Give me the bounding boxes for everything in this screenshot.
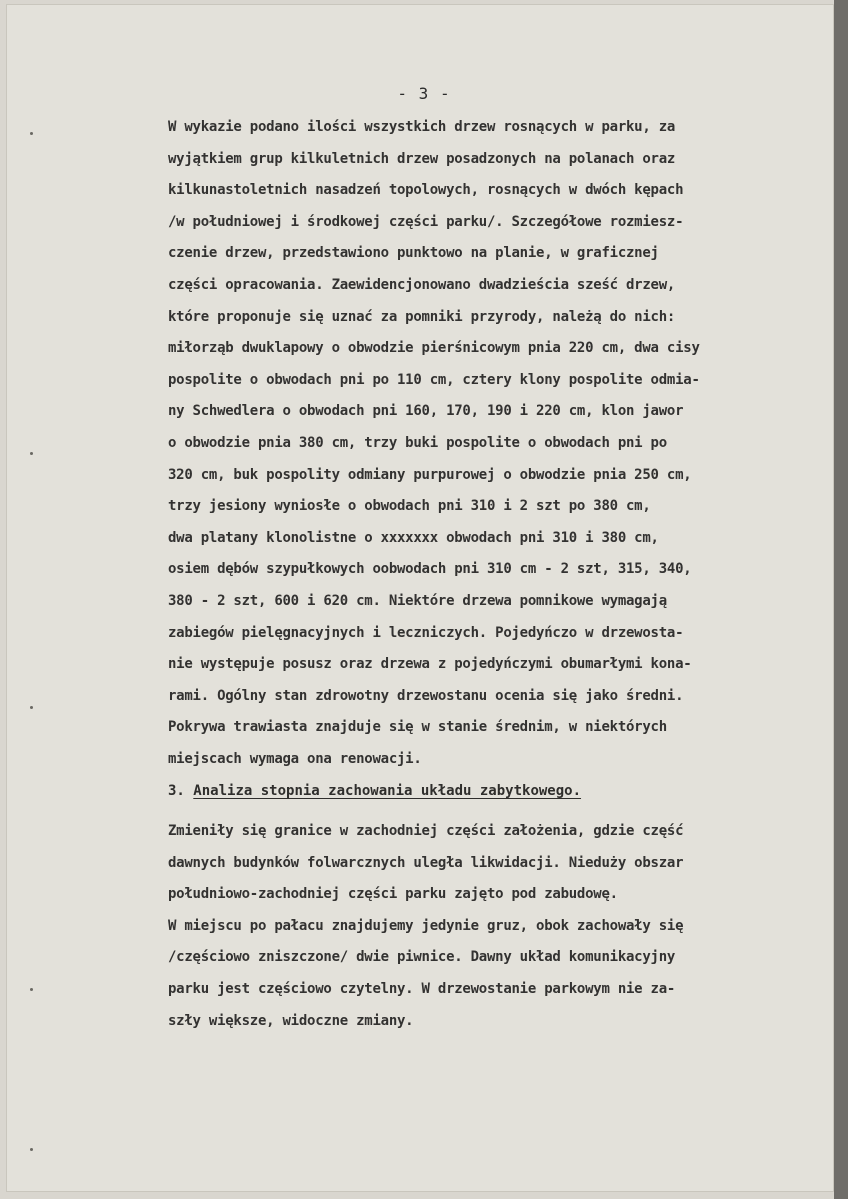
punch-mark bbox=[30, 988, 33, 991]
text-line: szły większe, widoczne zmiany. bbox=[168, 1012, 414, 1029]
text-line: rami. Ogólny stan zdrowotny drzewostanu ocenia się jako średni. bbox=[168, 687, 684, 704]
text-line: osiem dębów szypułkowych oobwodach pni 310 cm - 2 szt, 315, 340, bbox=[168, 561, 692, 578]
text-line: dwa platany klonolistne o xxxxxxx obwodach pni 310 i 380 cm, bbox=[168, 529, 659, 546]
punch-mark bbox=[30, 132, 33, 135]
text-line: W miejscu po pałacu znajdujemy jedynie gruz, obok zachowały się bbox=[168, 917, 684, 934]
text-line: trzy jesiony wyniosłe o obwodach pni 310 i 2 szt po 380 cm, bbox=[168, 498, 651, 515]
text-line: nie występuje posusz oraz drzewa z pojedyńczymi obumarłymi kona- bbox=[168, 656, 692, 673]
text-line: zabiegów pielęgnacyjnych i leczniczych. Pojedyńczo w drzewosta- bbox=[168, 624, 684, 641]
punch-mark bbox=[30, 452, 33, 455]
text-line: W wykazie podano ilości wszystkich drzew rosnących w parku, za bbox=[168, 119, 676, 135]
text-line: kilkunastoletnich nasadzeń topolowych, rosnących w dwóch kępach bbox=[168, 182, 684, 199]
text-line: /częściowo zniszczone/ dwie piwnice. Dawny układ komunikacyjny bbox=[168, 949, 676, 966]
text-line: które proponuje się uznać za pomniki przyrody, należą do nich: bbox=[168, 308, 676, 325]
page-number: - 3 - bbox=[397, 84, 451, 103]
punch-mark bbox=[30, 706, 33, 709]
text-line: 320 cm, buk pospolity odmiany purpurowej o obwodzie pnia 250 cm, bbox=[168, 466, 692, 483]
section-title: Analiza stopnia zachowania układu zabytkowego. bbox=[193, 783, 582, 799]
section-number: 3. bbox=[168, 783, 185, 799]
paragraph-layout-changes bbox=[168, 816, 848, 1037]
section-heading bbox=[168, 783, 581, 799]
text-line: Zmieniły się granice w zachodniej części założenia, gdzie część bbox=[168, 823, 684, 839]
text-line: Pokrywa trawiasta znajduje się w stanie średnim, w niektórych bbox=[168, 719, 667, 736]
punch-mark bbox=[30, 1148, 33, 1151]
text-line: /w południowej i środkowej części parku/. Szczegółowe rozmiesz- bbox=[168, 213, 684, 230]
text-line: parku jest częściowo czytelny. W drzewostanie parkowym nie za- bbox=[168, 980, 676, 997]
text-line: dawnych budynków folwarcznych uległa likwidacji. Nieduży obszar bbox=[168, 854, 684, 871]
text-line: czenie drzew, przedstawiono punktowo na planie, w graficznej bbox=[168, 245, 659, 262]
text-line: 380 - 2 szt, 600 i 620 cm. Niektóre drzewa pomnikowe wymagają bbox=[168, 592, 667, 609]
text-line: o obwodzie pnia 380 cm, trzy buki pospolite o obwodach pni po bbox=[168, 434, 667, 451]
text-line: części opracowania. Zaewidencjonowano dwadzieścia sześć drzew, bbox=[168, 276, 676, 293]
text-line: południowo-zachodniej części parku zajęto pod zabudowę. bbox=[168, 886, 618, 903]
paragraph-trees-inventory bbox=[168, 112, 848, 775]
text-line: miłorząb dwuklapowy o obwodzie pierśnicowym pnia 220 cm, dwa cisy bbox=[168, 340, 700, 357]
text-line: ny Schwedlera o obwodach pni 160, 170, 190 i 220 cm, klon jawor bbox=[168, 403, 684, 420]
text-line: pospolite o obwodach pni po 110 cm, cztery klony pospolite odmia- bbox=[168, 371, 700, 388]
text-line: miejscach wymaga ona renowacji. bbox=[168, 750, 422, 767]
text-line: wyjątkiem grup kilkuletnich drzew posadzonych na polanach oraz bbox=[168, 150, 676, 167]
